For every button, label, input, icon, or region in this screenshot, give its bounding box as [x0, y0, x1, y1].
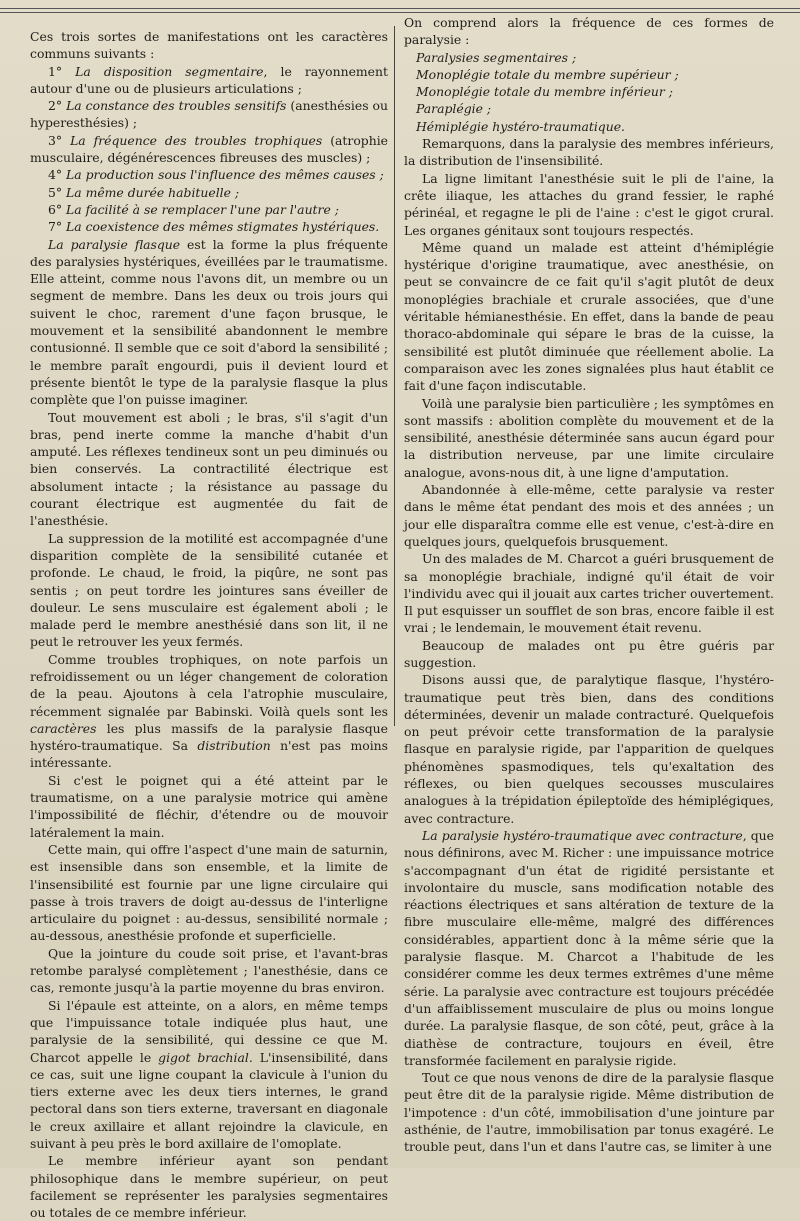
left-paragraph: Cette main, qui offre l'aspect d'une main de saturnin, est insensible dans son ensemble, et la limite de l'insensibilité est fournie par une ligne circulaire qui passe à trois travers de doigt au-dessus de l'interligne articulaire du poignet : au-dessus, sensibilité normale ; au-dessous, anesthésie profonde et superficielle.	[30, 841, 388, 944]
left-paragraph: 2° La constance des troubles sensitifs (anesthésies ou hyperesthésies) ;	[30, 98, 388, 131]
left-paragraph: 1° La disposition segmentaire, le rayonnement autour d'une ou de plusieurs articulations ;	[30, 63, 388, 96]
right-paragraph: Un des malades de M. Charcot a guéri brusquement de sa monoplégie brachiale, indigné qu'il était de voir l'individu avec qui il jouait aux cartes tricher ouvertement. Il put esquisser un soufflet de son bras, encore faible il est vrai ; le lendemain, le mouvement était revenu.	[404, 551, 774, 636]
right-paragraph: Paraplégie ;	[416, 101, 492, 117]
left-paragraph: Que la jointure du coude soit prise, et l'avant-bras retombe paralysé complètement ; l'anesthésie, dans ce cas, remonte jusqu'à la partie moyenne du bras environ.	[30, 945, 388, 996]
right-paragraph: Disons aussi que, de paralytique flasque, l'hystéro-traumatique peut très bien, dans des conditions déterminées, devenir un malade contracturé. Quelquefois on peut prévoir cette transformation de la paralysie flasque en paralysie rigide, par l'apparition de quelques phénomènes spasmodiques, tels qu'exaltation des réflexes, ou bien quelques secousses musculaires analogues à la trépidation épileptoïde des hémiplégiques, avec contracture.	[404, 672, 774, 826]
right-paragraph: On comprend alors la fréquence de ces formes de paralysie :	[404, 15, 774, 48]
left-paragraph: 7° La coexistence des mêmes stigmates hystériques.	[48, 219, 380, 235]
right-column	[404, 14, 774, 1156]
right-paragraph: Hémiplégie hystéro-traumatique.	[416, 118, 625, 134]
right-paragraph: Voilà une paralysie bien particulière ; les symptômes en sont massifs : abolition complète du mouvement et de la sensibilité, anesthésie déterminée sans aucun égard pour la distribution nerveuse, par une limite circulaire analogue, avons-nous dit, à une ligne d'amputation.	[404, 395, 774, 480]
left-paragraph: 3° La fréquence des troubles trophiques (atrophie musculaire, dégénérescences fibreuses des muscles) ;	[30, 132, 388, 166]
right-paragraph: Paralysies segmentaires ;	[416, 49, 577, 65]
right-paragraph: Même quand un malade est atteint d'hémiplégie hystérique d'origine traumatique, avec anesthésie, on peut se convaincre de ce fait qu'il s'agit plutôt de deux monoplégies brachiale et crurale associées, que d'une véritable hémianesthésie. En effet, dans la bande de peau thoraco-abdominale qui sépare le bras de la cuisse, la sensibilité est plutôt diminuée que réellement abolie. La comparaison avec les zones signalées plus haut établit ce fait d'une façon indiscutable.	[404, 239, 774, 394]
left-paragraph: Si l'épaule est atteinte, on a alors, en même temps que l'impuissance totale indiquée plus haut, une paralysie de la sensibilité, qui dessine ce que M. Charcot appelle le gigot brachial. L'insensibilité, dans ce cas, suit une ligne coupant la clavicule à l'union du tiers externe avec les deux tiers internes, le grand pectoral dans son tiers externe, traversant en diagonale le creux axillaire et allant rejoindre la clavicule, en suivant à peu près le bord axillaire de l'omoplate.	[30, 997, 389, 1151]
left-paragraph: 4° La production sous l'influence des mêmes causes ;	[48, 167, 384, 183]
column-divider	[394, 26, 395, 726]
right-paragraph: Tout ce que nous venons de dire de la paralysie flasque peut être dit de la paralysie rigide. Même distribution de l'impotence : d'un côté, immobilisation d'une jointure par asthénie, de l'autre, immobilisation par tonus exagéré. Le trouble peut, dans l'un et dans l'autre cas, se limiter à une	[404, 1070, 774, 1155]
left-column	[30, 28, 388, 1221]
left-paragraph: 5° La même durée habituelle ;	[48, 184, 240, 200]
right-paragraph: La paralysie hystéro-traumatique avec contracture, que nous définirons, avec M. Richer : une impuissance motrice s'accompagnant d'un état de rigidité persistante et involontaire du muscle, sans modification notable des réactions électriques et sans altération de texture de la fibre musculaire elle-même, malgré des différences considérables, appartient donc à la même série que la paralysie flasque. M. Charcot a l'habitude de les considérer comme les deux termes extrêmes d'une même série. La paralysie avec contracture est toujours précédée d'un affaiblissement musculaire de plus ou moins longue durée. La paralysie flasque, de son côté, peut, grâce à la diathèse de contracture, toujours en éveil, être transformée facilement en paralysie rigide.	[404, 827, 774, 1068]
left-paragraph: Ces trois sortes de manifestations ont les caractères communs suivants :	[30, 29, 388, 62]
right-paragraph: La ligne limitant l'anesthésie suit le pli de l'aine, la crête iliaque, les attaches du grand fessier, le raphé périnéal, et regagne le pli de l'aine : c'est le gigot crural. Les organes génitaux sont toujours respectés.	[404, 170, 774, 238]
left-paragraph: Comme troubles trophiques, on note parfois un refroidissement ou un léger changement de coloration de la peau. Ajoutons à cela l'atrophie musculaire, récemment signalée par Babinski. Voilà quels sont les caractères les plus massifs de la paralysie flasque hystéro-traumatique. Sa distribution n'est pas moins intéressante.	[30, 651, 388, 771]
right-paragraph: Beaucoup de malades ont pu être guéris par suggestion.	[404, 637, 774, 670]
left-paragraph: La suppression de la motilité est accompagnée d'une disparition complète de la sensibilité cutanée et profonde. Le chaud, le froid, la piqûre, ne sont pas sentis ; on peut tordre les jointures sans éveiller de douleur. Le sens musculaire est également aboli ; le malade perd le membre anesthésié dans son lit, il ne peut le retrouver les yeux fermés.	[30, 530, 388, 650]
left-paragraph: La paralysie flasque est la forme la plus fréquente des paralysies hystériques, éveillées par le traumatisme. Elle atteint, comme nous l'avons dit, un membre ou un segment de membre. Dans les deux ou trois jours qui suivent le choc, rarement d'une façon brusque, le mouvement et la sensibilité abandonnent le membre contusionné. Il semble que ce soit d'abord la sensibilité ; le membre paraît engourdi, puis il devient lourd et présente bientôt le type de la paralysie flasque la plus complète que l'on puisse imaginer.	[30, 236, 388, 408]
right-paragraph: Abandonnée à elle-même, cette paralysie va rester dans le même état pendant des mois et des années ; un jour elle disparaîtra comme elle est venue, c'est-à-dire en quelques jours, quelquefois brusquement.	[404, 482, 774, 549]
right-paragraph: Monoplégie totale du membre supérieur ;	[416, 66, 679, 82]
left-paragraph: Le membre inférieur ayant son pendant philosophique dans le membre supérieur, on peut facilement se représenter les paralysies segmentaires ou totales de ce membre inférieur.	[30, 1153, 388, 1221]
left-paragraph: 6° La facilité à se remplacer l'une par l'autre ;	[48, 201, 339, 217]
right-paragraph: Monoplégie totale du membre inférieur ;	[416, 84, 673, 100]
left-paragraph: Si c'est le poignet qui a été atteint par le traumatisme, on a une paralysie motrice qui amène l'impossibilité de fléchir, d'étendre ou de mouvoir latéralement la main.	[30, 772, 388, 840]
left-paragraph: Tout mouvement est aboli ; le bras, s'il s'agit d'un bras, pend inerte comme la manche d'habit d'un amputé. Les réflexes tendineux sont un peu diminués ou bien conservés. La contractilité électrique est absolument intacte ; la résistance au passage du courant électrique est augmentée du fait de l'anesthésie.	[30, 409, 388, 529]
right-paragraph: Remarquons, dans la paralysie des membres inférieurs, la distribution de l'insensibilité.	[404, 136, 774, 169]
